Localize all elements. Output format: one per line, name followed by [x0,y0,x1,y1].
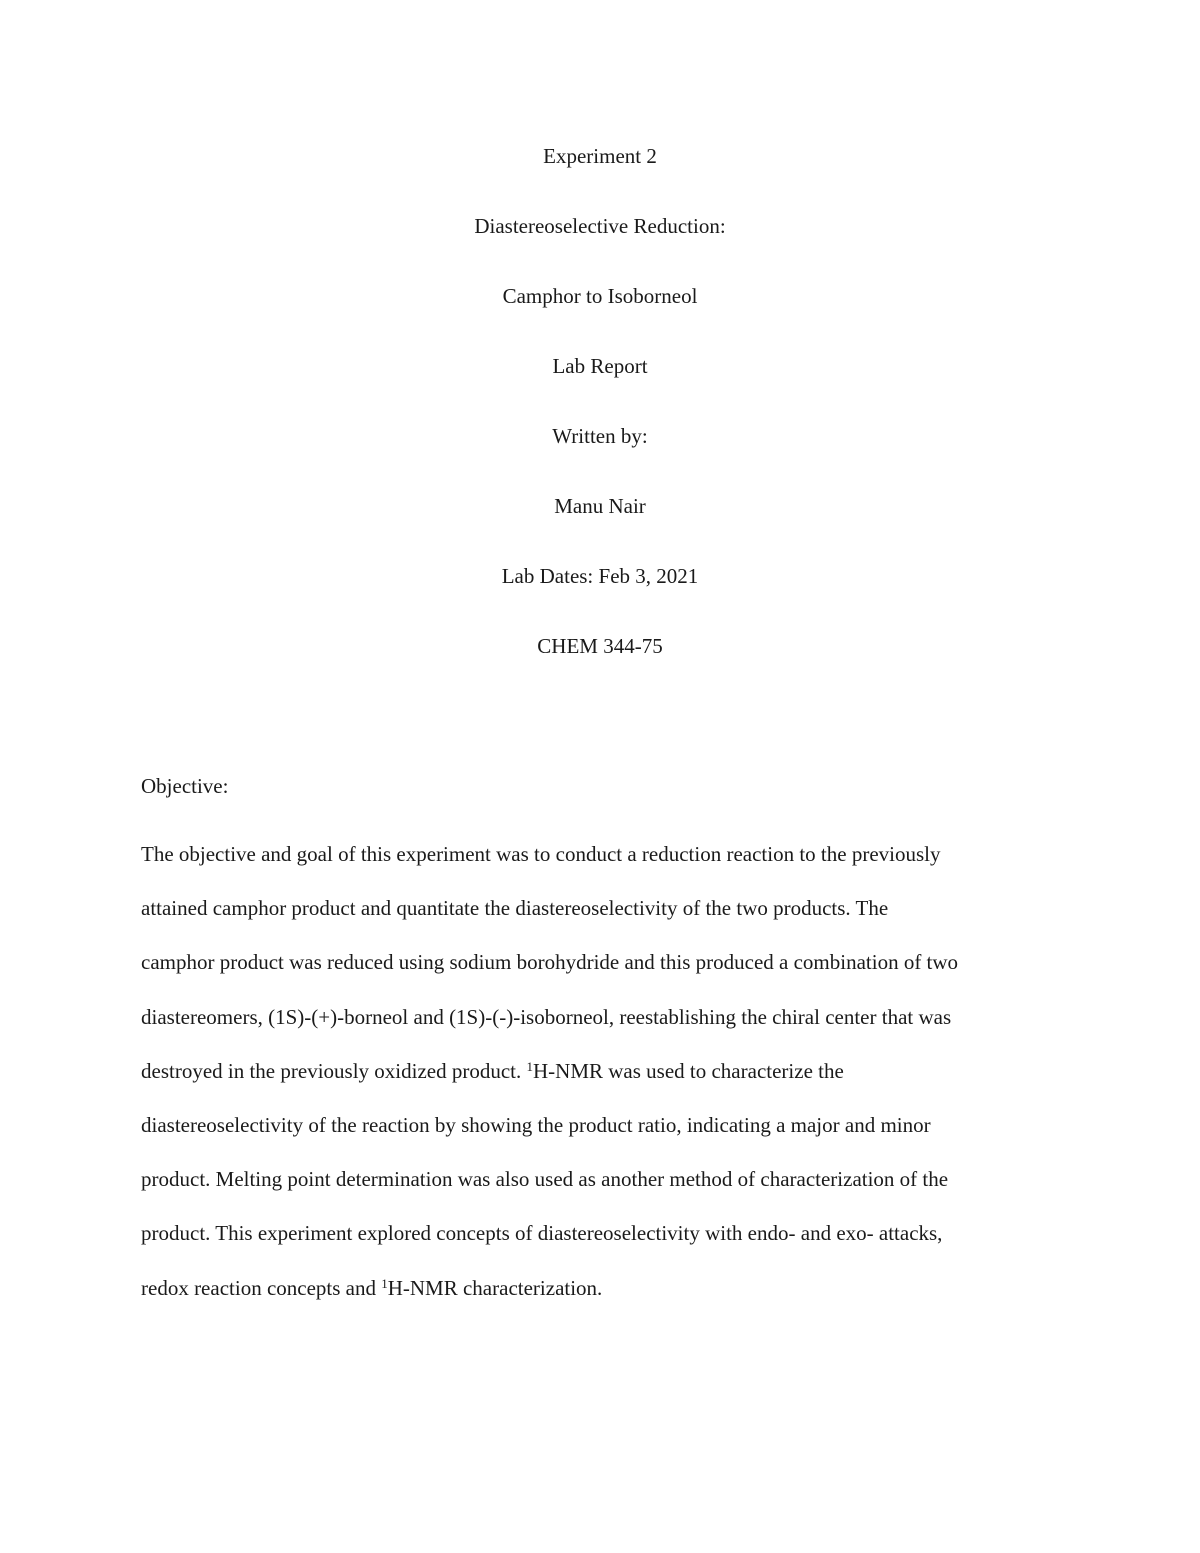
paragraph-line: diastereomers, (1S)-(+)-borneol and (1S)-(-)-isoborneol, reestablishing the chiral center that was [141,1004,952,1029]
paragraph-line: destroyed in the previously oxidized product. $^1$H-NMR was used to characterize the [141,1058,844,1083]
paragraph-line: attained camphor product and quantitate the diastereoselectivity of the two products. The [141,896,889,921]
author-name: Manu Nair [554,494,646,518]
report-topic: Camphor to Isoborneol [502,284,698,308]
paragraph-line: diastereoselectivity of the reaction by showing the product ratio, indicating a major and minor [141,1112,931,1137]
paragraph-line: The objective and goal of this experiment was to conduct a reduction reaction to the previously [141,842,941,866]
objective-heading: Objective: [141,774,229,798]
lab-dates: Lab Dates: Feb 3, 2021 [501,564,699,588]
report-subtitle: Diastereoselective Reduction: [474,214,726,238]
paragraph-line: camphor product was reduced using sodium borohydride and this produced a combination of two [141,950,959,975]
course-code: CHEM 344-75 [537,634,663,658]
written-by-label: Written by: [552,424,648,448]
superscript: 1 [526,1058,533,1074]
objective-paragraph [141,836,1081,1324]
title-block [0,138,1200,698]
document-type: Lab Report [552,354,648,378]
paragraph-line: redox reaction concepts and $^1$H-NMR characterization. [141,1275,603,1300]
paragraph-line: product. This experiment explored concepts of diastereoselectivity with endo- and exo- attacks, [141,1221,943,1246]
paragraph-line: product. Melting point determination was also used as another method of characterization of the [141,1167,949,1192]
experiment-number: Experiment 2 [543,144,657,168]
superscript: 1 [381,1275,388,1291]
